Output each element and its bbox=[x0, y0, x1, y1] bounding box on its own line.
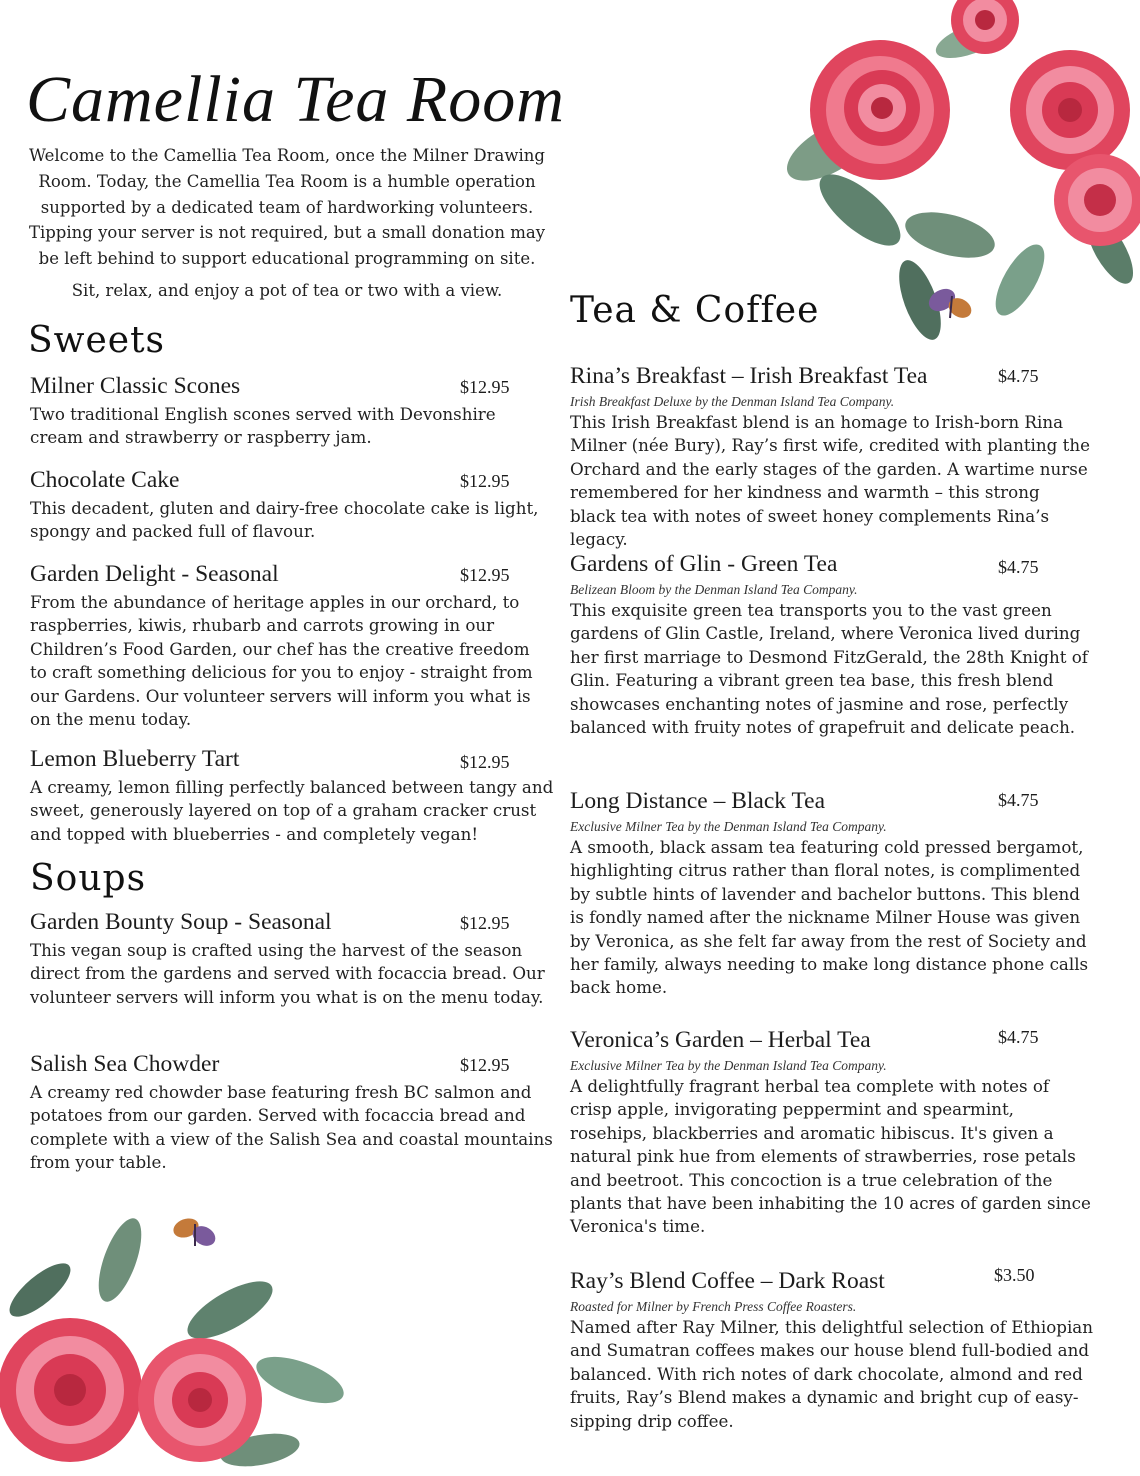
item-description: This Irish Breakfast blend is an homage to Irish-born Rina Milner (née Bury), Ray’s first wife, credited with planting the Orchard and the early stages of the garden. A wartime nurse remembered for her kindness and warmth – this strong black tea with notes of sweet honey complements Rina’s legacy. bbox=[570, 412, 1090, 550]
intro-tagline: Sit, relax, and enjoy a pot of tea or two with a view. bbox=[71, 280, 503, 300]
item-description: A smooth, black assam tea featuring cold pressed bergamot, highlighting citrus rather than floral notes, is complimented by subtle hints of lavender and bachelor buttons. This blend is fondly named after the nickname Milner House was given by Veronica, as she felt far away from the rest of Society and her family, always needing to make long distance phone calls back home. bbox=[570, 837, 1089, 998]
item-description: Two traditional English scones served with Devonshire cream and strawberry or raspberry jam. bbox=[30, 404, 496, 448]
item-price: $4.75 bbox=[998, 557, 1039, 577]
menu-item-chocolate-cake bbox=[30, 467, 545, 544]
camellia-flowers-top-right bbox=[770, 0, 1140, 340]
menu-item-rays-blend-coffee bbox=[570, 1265, 1095, 1433]
item-description: A creamy, lemon filling perfectly balanced between tangy and sweet, generously layered on top of a graham cracker crust and topped with blueberries - and completely vegan! bbox=[30, 777, 554, 844]
item-name: Rina’s Breakfast – Irish Breakfast Tea bbox=[570, 363, 928, 389]
item-description: A delightfully fragrant herbal tea complete with notes of crisp apple, invigorating peppermint and spearmint, rosehips, blackberries and aromatic hibiscus. It's given a natural pink hue from elements of strawberries, rose petals and beetroot. This concoction is a true celebration of the plants that have been inhabiting the 10 acres of garden since Veronica's time. bbox=[570, 1076, 1091, 1237]
item-name: Chocolate Cake bbox=[30, 467, 180, 493]
item-name: Ray’s Blend Coffee – Dark Roast bbox=[570, 1268, 885, 1294]
item-description: This exquisite green tea transports you to the vast green gardens of Glin Castle, Ireland, where Veronica lived during her first marriage to Desmond FitzGerald, the 28th Knight of Glin. Featuring a vibrant green tea base, this fresh blend showcases enchanting notes of jasmine and rose, perfectly balanced with fruity notes of grapefruit and delicate peach. bbox=[570, 600, 1088, 738]
item-source: Belizean Bloom by the Denman Island Tea Company. bbox=[570, 582, 858, 597]
item-source: Exclusive Milner Tea by the Denman Island Tea Company. bbox=[570, 1058, 887, 1073]
page-title: Camellia Tea Room bbox=[26, 63, 565, 136]
item-description: From the abundance of heritage apples in our orchard, to raspberries, kiwis, rhubarb and carrots growing in our Children’s Food Garden, our chef has the creative freedom to craft something delicious for you to enjoy - straight from our Gardens. Our volunteer servers will inform you what is on the menu today. bbox=[30, 592, 533, 730]
item-price: $4.75 bbox=[998, 790, 1039, 810]
butterfly-icon-bottom bbox=[171, 1215, 219, 1250]
rose-bottom-main bbox=[0, 1318, 142, 1462]
item-description: This vegan soup is crafted using the harvest of the season direct from the gardens and served with focaccia bread. Our volunteer servers will inform you what is on the menu today. bbox=[30, 940, 545, 1007]
item-name: Garden Delight - Seasonal bbox=[30, 561, 279, 587]
item-name: Gardens of Glin - Green Tea bbox=[570, 551, 838, 577]
item-price: $3.50 bbox=[994, 1265, 1035, 1285]
item-name: Veronica’s Garden – Herbal Tea bbox=[570, 1027, 871, 1053]
item-source: Irish Breakfast Deluxe by the Denman Island Tea Company. bbox=[570, 394, 895, 409]
item-source: Roasted for Milner by French Press Coffee Roasters. bbox=[570, 1299, 857, 1314]
item-description: Named after Ray Milner, this delightful selection of Ethiopian and Sumatran coffees makes our house blend full-bodied and balanced. With rich notes of dark chocolate, almond and red fruits, Ray’s Blend makes a dynamic and bright cup of easy-sipping drip coffee. bbox=[570, 1317, 1093, 1431]
menu-item-garden-delight bbox=[30, 561, 550, 731]
menu-item-gardens-of-glin bbox=[570, 551, 1095, 739]
item-price: $12.95 bbox=[460, 1055, 510, 1075]
menu-item-long-distance bbox=[570, 788, 1095, 1000]
item-price: $4.75 bbox=[998, 366, 1039, 386]
item-name: Salish Sea Chowder bbox=[30, 1051, 220, 1077]
item-price: $12.95 bbox=[460, 913, 510, 933]
menu-item-rinas-breakfast bbox=[570, 363, 1090, 551]
item-price: $12.95 bbox=[460, 471, 510, 491]
tea-coffee-heading: Tea & Coffee bbox=[570, 290, 820, 331]
item-price: $4.75 bbox=[998, 1027, 1039, 1047]
item-name: Long Distance – Black Tea bbox=[570, 788, 826, 814]
item-description: This decadent, gluten and dairy-free chocolate cake is light, spongy and packed full of flavour. bbox=[30, 498, 539, 542]
intro-paragraph: Welcome to the Camellia Tea Room, once the Milner Drawing Room. Today, the Camellia Tea Room is a humble operation supported by a dedicated team of hardworking volunteers. Tipping your server is not required, but a small donation may be left behind to support educational programming on site. bbox=[28, 146, 546, 269]
item-source: Exclusive Milner Tea by the Denman Island Tea Company. bbox=[570, 819, 887, 834]
item-price: $12.95 bbox=[460, 565, 510, 585]
menu-item-milner-classic-scones bbox=[30, 373, 550, 450]
item-name: Lemon Blueberry Tart bbox=[30, 746, 240, 772]
rose-bottom-right bbox=[138, 1338, 262, 1462]
soups-heading: Soups bbox=[30, 858, 147, 899]
camellia-flowers-bottom-left bbox=[0, 1200, 360, 1476]
item-name: Milner Classic Scones bbox=[30, 373, 241, 399]
rose-right bbox=[1010, 50, 1130, 170]
intro-text bbox=[22, 143, 552, 304]
menu-item-veronicas-garden bbox=[570, 1027, 1095, 1239]
sweets-heading: Sweets bbox=[28, 320, 166, 361]
item-name: Garden Bounty Soup - Seasonal bbox=[30, 909, 332, 935]
menu-item-lemon-blueberry-tart bbox=[30, 746, 555, 846]
menu-item-garden-bounty-soup bbox=[30, 909, 550, 1009]
menu-item-salish-sea-chowder bbox=[30, 1051, 555, 1175]
rose-large bbox=[810, 40, 950, 180]
item-price: $12.95 bbox=[460, 752, 510, 772]
item-description: A creamy red chowder base featuring fresh BC salmon and potatoes from our garden. Served with focaccia bread and complete with a view of the Salish Sea and coastal mountains from your table. bbox=[30, 1082, 553, 1173]
item-price: $12.95 bbox=[460, 377, 510, 397]
